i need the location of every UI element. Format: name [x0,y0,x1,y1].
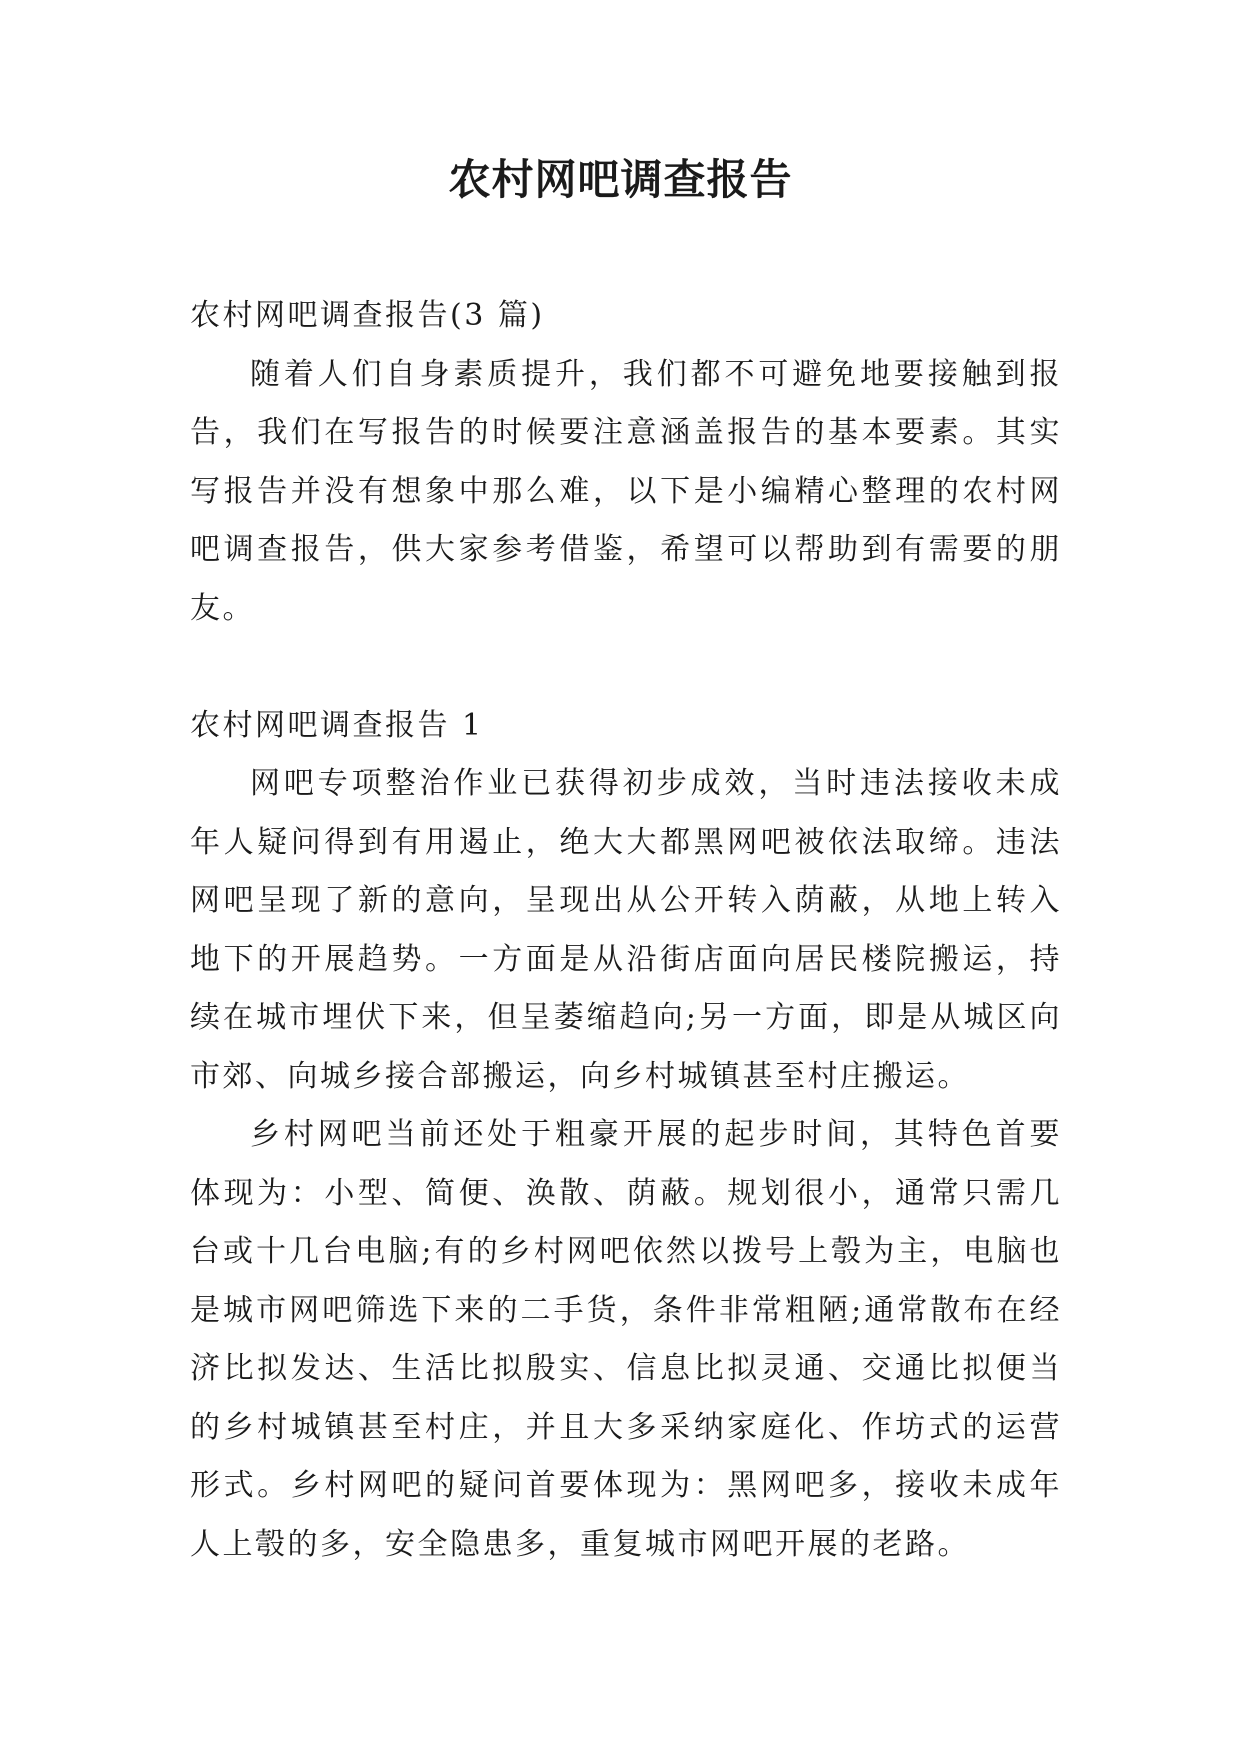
document-title: 农村网吧调查报告 [448,155,793,204]
body-paragraph: 乡村网吧当前还处于粗豪开展的起步时间，其特色首要体现为：小型、简便、涣散、荫蔽。规划很小，通常只需几台或十几台电脑;有的乡村网吧依然以拨号上彀为主，电脑也是城市网吧筛选下来的二手货，条件非常粗陋;通常散布在经济比拟发达、生活比拟殷实、信息比拟灵通、交通比拟便当的乡村城镇甚至村庄，并且大多采纳家庭化、作坊式的运营形式。乡村网吧的疑问首要体现为：黑网吧多，接收未成年人上彀的多，安全隐患多，重复城市网吧开展的老路。 [190,1117,1062,1562]
document-subtitle: 农村网吧调查报告(3 篇) [190,298,545,333]
body-paragraph: 网吧专项整治作业已获得初步成效，当时违法接收未成年人疑问得到有用遏止，绝大大都黑网吧被依法取缔。违法网吧呈现了新的意向，呈现出从公开转入荫蔽，从地上转入地下的开展趋势。一方面是从沿街店面向居民楼院搬运，持续在城市埋伏下来，但呈萎缩趋向;另一方面，即是从城区向市郊、向城乡接合部搬运，向乡村城镇甚至村庄搬运。 [190,766,1062,1094]
section-heading: 农村网吧调查报告 1 [190,707,484,743]
paragraph-spacer [190,638,1062,697]
intro-paragraph: 随着人们自身素质提升，我们都不可避免地要接触到报告，我们在写报告的时候要注意涵盖报告的基本要素。其实写报告并没有想象中那么难，以下是小编精心整理的农村网吧调查报告，供大家参考借鉴，希望可以帮助到有需要的朋友。 [190,356,1062,626]
document-body [190,287,1062,1574]
